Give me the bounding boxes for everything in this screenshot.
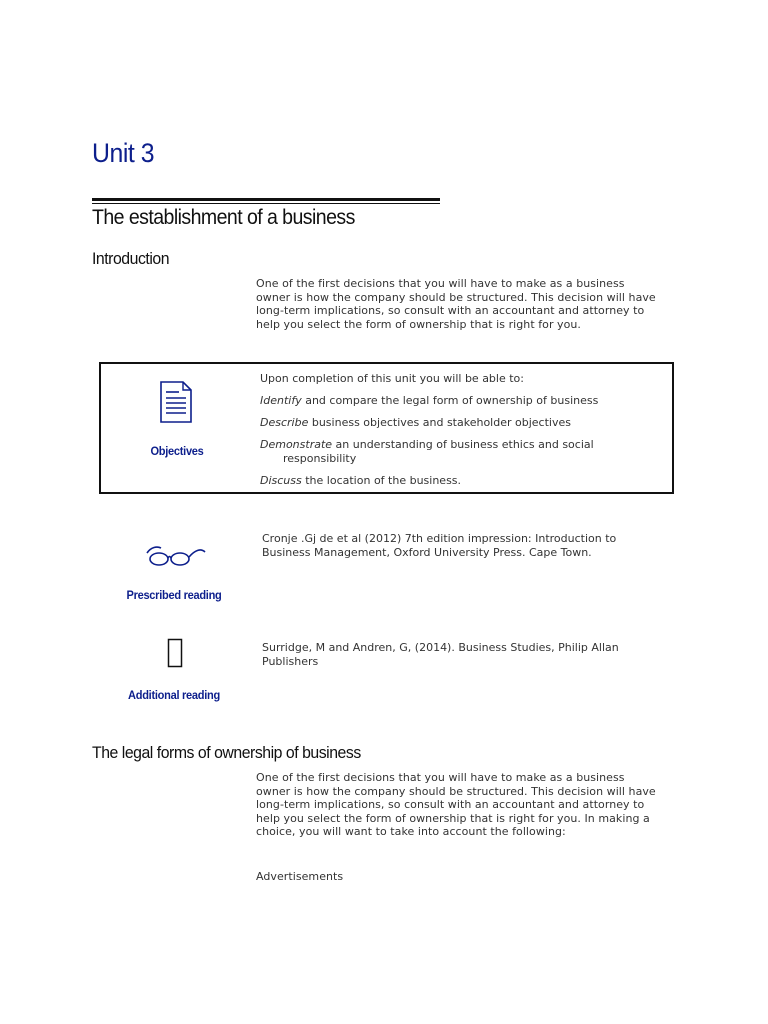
reference-line: Surridge, M and Andren, G, (2014). Business Studies, Philip Allan	[262, 641, 619, 654]
page-heading: The establishment of a business	[92, 206, 355, 229]
legal-forms-paragraph	[256, 771, 656, 839]
prescribed-reading-reference	[262, 532, 616, 559]
reference-line: Business Management, Oxford University Press. Cape Town.	[262, 545, 592, 559]
objective-item	[260, 416, 571, 430]
objectives-label: Objectives	[150, 444, 204, 458]
legal-forms-line: long-term implications, so consult with an accountant and attorney to	[256, 798, 645, 812]
intro-line: One of the first decisions that you will have to make as a business	[256, 277, 625, 290]
objective-verb: Describe	[260, 416, 309, 429]
objective-text: business objectives and stakeholder objectives	[308, 416, 571, 429]
glasses-icon	[143, 544, 207, 570]
document-icon	[159, 380, 193, 424]
book-icon	[167, 638, 183, 668]
intro-line: owner is how the company should be structured. This decision will have	[256, 290, 656, 304]
reference-line: Cronje .Gj de et al (2012) 7th edition impression: Introduction to	[262, 532, 617, 545]
prescribed-reading-label: Prescribed reading	[126, 588, 222, 602]
intro-line: long-term implications, so consult with an accountant and attorney to	[256, 304, 645, 318]
title-rule-thick	[92, 198, 440, 201]
legal-forms-line: choice, you will want to take into account the following:	[256, 825, 566, 839]
legal-forms-line: owner is how the company should be structured. This decision will have	[256, 784, 656, 798]
advertisements-label: Advertisements	[256, 870, 344, 883]
objective-item-continuation	[283, 452, 356, 466]
unit-title: Unit 3	[92, 138, 155, 168]
objective-text: the location of the business.	[301, 474, 462, 487]
objectives-intro: Upon completion of this unit you will be able to:	[260, 372, 524, 385]
objective-verb: Demonstrate	[260, 438, 333, 451]
reference-line: Publishers	[262, 654, 319, 668]
title-rule-thin	[92, 203, 440, 204]
objective-verb: Discuss	[260, 474, 302, 487]
objectives-box	[99, 362, 674, 494]
additional-reading-label: Additional reading	[128, 688, 220, 702]
introduction-heading: Introduction	[92, 249, 170, 268]
intro-line: help you select the form of ownership that is right for you.	[256, 317, 581, 331]
objective-item	[260, 394, 598, 408]
legal-forms-heading: The legal forms of ownership of business	[92, 743, 361, 762]
objective-verb: Identify	[260, 394, 302, 407]
objective-text: an understanding of business ethics and social	[332, 438, 594, 451]
introduction-paragraph	[256, 277, 656, 331]
objective-item	[260, 474, 461, 488]
objective-text: responsibility	[283, 452, 357, 465]
legal-forms-line: help you select the form of ownership that is right for you. In making a	[256, 811, 650, 825]
additional-reading-reference	[262, 641, 619, 668]
objective-text: and compare the legal form of ownership of business	[301, 394, 599, 407]
legal-forms-line: One of the first decisions that you will have to make as a business	[256, 771, 625, 784]
objective-item	[260, 438, 594, 452]
